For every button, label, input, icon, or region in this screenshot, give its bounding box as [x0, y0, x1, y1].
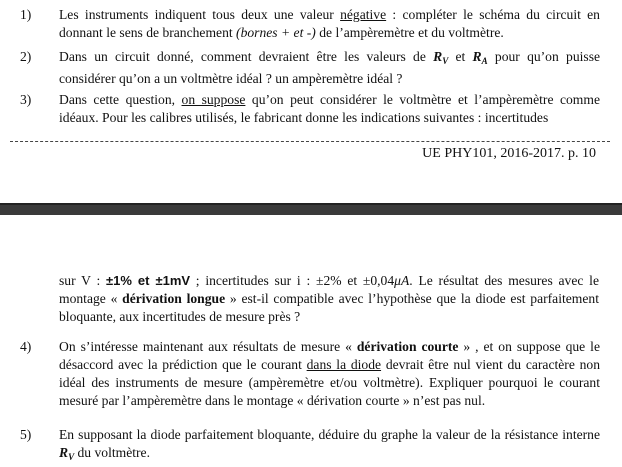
- question-text: Dans un circuit donné, comment devraient être les valeurs de $R_V$ et $R_A$ pour qu’on puisse considérer qu’on a un voltmètre idéal ? un ampèremètre idéal ?: [59, 49, 601, 86]
- question-text: Dans cette question, on suppose qu’on peut considérer le voltmètre et l’ampèremètre comme idéaux. Pour les calibres utilisés, le fabricant donne les indications suivantes : incertitudes: [59, 92, 600, 125]
- question-3: [20, 91, 600, 127]
- symbol-rv: R: [433, 49, 443, 64]
- page-separator: [0, 203, 622, 215]
- voltage-uncertainty: ±1% et ±1mV: [106, 273, 191, 288]
- question-1: [20, 6, 600, 42]
- question-4: [20, 338, 600, 410]
- question-number: 2): [20, 49, 32, 64]
- question-2: [20, 48, 600, 88]
- question-text: Les instruments indiquent tous deux une valeur négative : compléter le schéma du circuit en donnant le sens de branchement (bornes + et -) de l’ampèremètre et du voltmètre.: [59, 7, 600, 40]
- question-text: On s’intéresse maintenant aux résultats de mesure « dérivation courte » , et on suppose que le désaccord avec la prédiction que le courant dans la diode devrait être nul vient du caractère non idéal des instruments de mesure (ampèremètre et/ou voltmètre). Expliquer pourquoi le courant mesuré par l’ampèremètre dans le montage « dérivation courte » n’est pas nul.: [59, 339, 600, 408]
- question-5: [20, 426, 600, 466]
- page-footer: UE PHY101, 2016-2017. p. 10: [422, 146, 596, 161]
- question-number: 3): [20, 92, 32, 107]
- question-3-continuation: sur V : ±1% et ±1mV ; incertitudes sur i : ±2% et ±0,04μA. Le résultat des mesures avec le montage « dérivation longue » est-il compatible avec l’hypothèse que la diode est parfaitement bloquante, aux incertitudes de mesure près ?: [59, 273, 599, 324]
- symbol-ra: R: [472, 49, 482, 64]
- page-footer-rule: [10, 141, 610, 142]
- question-text: En supposant la diode parfaitement bloquante, déduire du graphe la valeur de la résistance interne $R_V$ du voltmètre.: [59, 427, 600, 462]
- question-number: 1): [20, 7, 32, 22]
- question-number: 5): [20, 427, 32, 442]
- question-number: 4): [20, 339, 32, 354]
- symbol-rv: R: [59, 445, 69, 460]
